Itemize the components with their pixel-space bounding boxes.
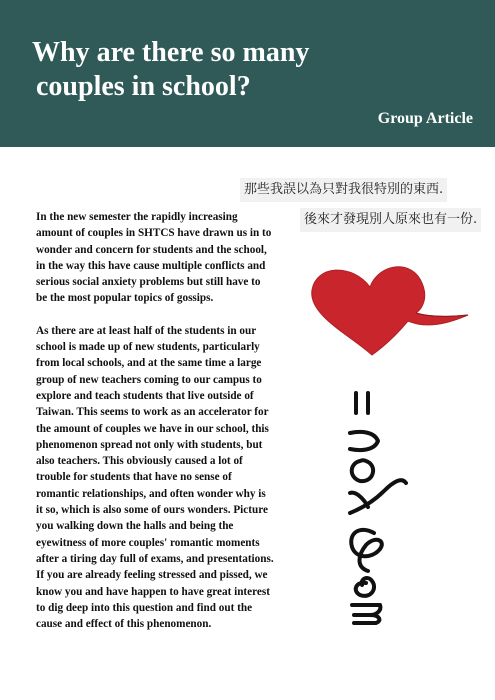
handwriting-text: me & you =: [290, 255, 295, 256]
heart-icon: [312, 267, 468, 355]
chinese-quote: [240, 178, 490, 232]
header-banner: [0, 0, 495, 147]
quote-line-2: 後來才發現別人原來也有一份.: [300, 208, 481, 232]
article-paragraph-2: As there are at least half of the students in our school is made up of new students, particularly from local schools, and at the same time a large group of new teachers coming to our campus to explore and teach students that live outside of Taiwan. This seems to work as an accelerator for the amount of couples we have in our school, this phenomenon spread not only with students, but also teachers. This obviously caused a lot of trouble for students that have no sense of romantic relationships, and often wonder why is it so, which is also some of ours wonders. Picture you walking down the halls and being the eyewitness of more couples' romantic moments after a tiring day full of exams, and presentations. If you are already feeling stressed and pissed, we know you and have happen to have great interest to dig deep into this question and find out the cause and effect of this phenomenon.: [36, 324, 274, 631]
title-line-1: Why are there so many: [32, 37, 310, 68]
quote-line-1: 那些我誤以為只對我很特別的東西.: [240, 178, 447, 202]
article-category: Group Article: [377, 110, 473, 127]
article-body: [36, 209, 274, 648]
article-paragraph-1: In the new semester the rapidly increasing amount of couples in SHTCS have drawn us in to wonder and concern for students and the school, in the way this have cause multiple conflicts and serious social anxiety problems but still have to be the most popular topics of gossips.: [36, 211, 272, 305]
handwriting-me-and-you: [350, 393, 406, 623]
title-line-2: couples in school?: [36, 71, 251, 102]
heart-illustration: [290, 255, 490, 625]
article-title: [32, 36, 352, 104]
